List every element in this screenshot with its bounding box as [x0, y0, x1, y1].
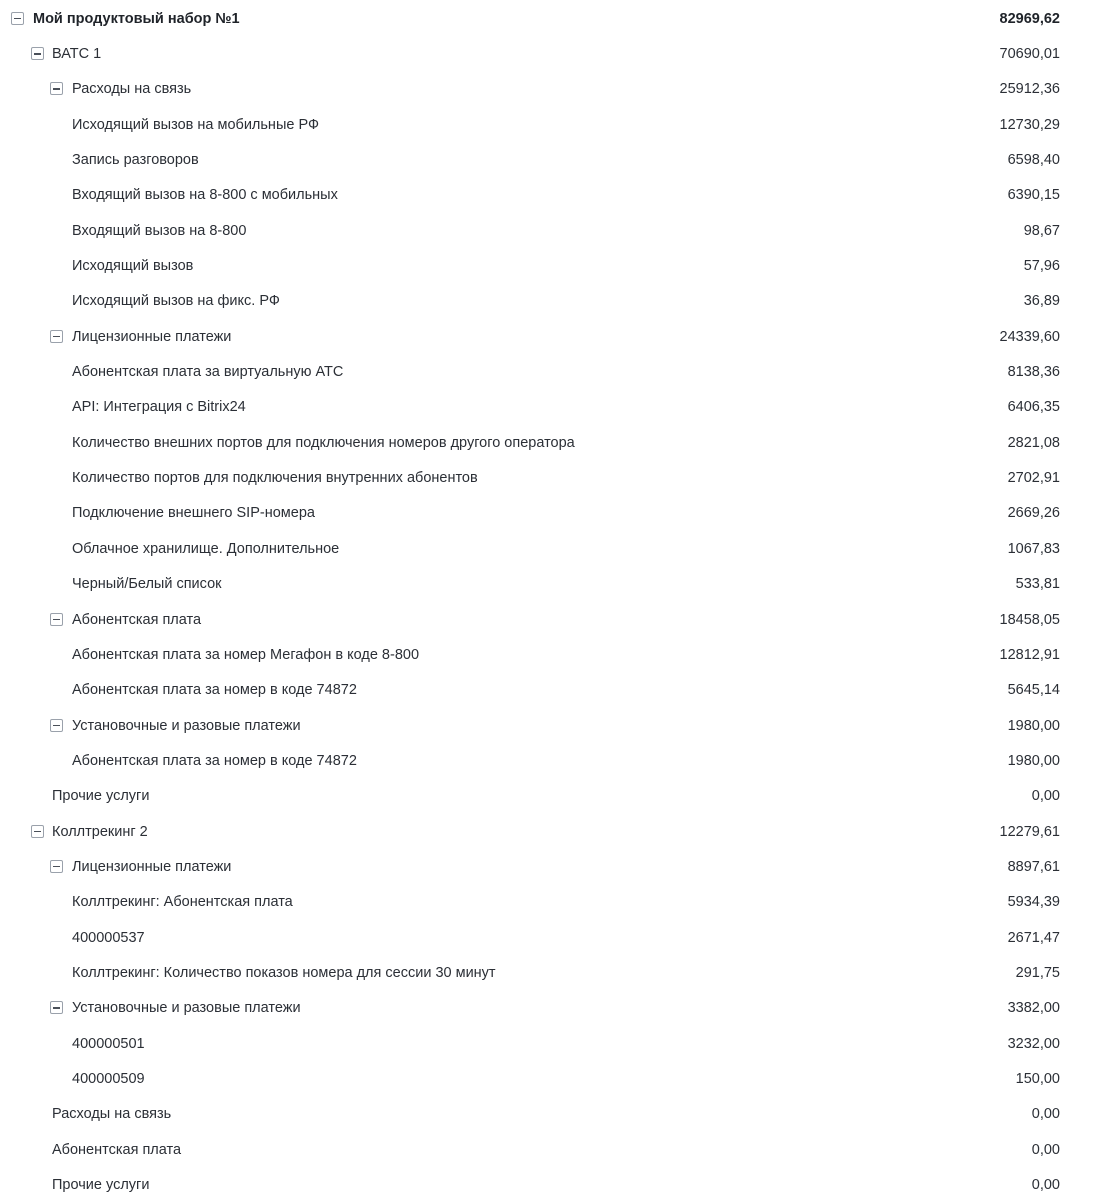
- row-amount: 0,00: [1031, 788, 1060, 805]
- row-label: Подключение внешнего SIP-номера: [72, 505, 315, 522]
- tree-item-row: [0, 425, 1097, 460]
- row-label: Облачное хранилище. Дополнительное: [72, 540, 340, 557]
- row-amount: 36,89: [1023, 293, 1060, 310]
- row-label: Запись разговоров: [72, 152, 199, 169]
- row-label: Абонентская плата: [52, 1141, 182, 1158]
- row-amount: 98,67: [1023, 222, 1060, 239]
- tree-item-row: [0, 460, 1097, 495]
- row-amount: 2821,08: [1007, 434, 1060, 451]
- tree-group-row[interactable]: [0, 602, 1097, 637]
- tree-item-row: [0, 1167, 1097, 1200]
- tree-item-row: [0, 920, 1097, 955]
- row-label: Абонентская плата за номер в коде 74872: [72, 682, 357, 699]
- collapse-icon[interactable]: [50, 330, 63, 343]
- tree-item-row: [0, 743, 1097, 778]
- row-label: Количество внешних портов для подключения номеров другого оператора: [72, 434, 575, 451]
- row-label: Мой продуктовый набор №1: [33, 10, 240, 27]
- row-amount: 3382,00: [1007, 1000, 1060, 1017]
- tree-item-row: [0, 673, 1097, 708]
- row-amount: 57,96: [1023, 258, 1060, 275]
- tree-item-row: [0, 390, 1097, 425]
- row-amount: 25912,36: [999, 81, 1060, 98]
- row-label: Черный/Белый список: [72, 576, 222, 593]
- tree-item-row: [0, 1026, 1097, 1061]
- row-label: ВАТС 1: [52, 46, 102, 63]
- tree-item-row: [0, 284, 1097, 319]
- row-amount: 0,00: [1031, 1106, 1060, 1123]
- row-label: Исходящий вызов: [72, 258, 194, 275]
- row-label: Абонентская плата за виртуальную АТС: [72, 364, 344, 381]
- row-amount: 291,75: [1015, 964, 1060, 981]
- row-label: Прочие услуги: [52, 1177, 150, 1194]
- row-amount: 8138,36: [1007, 364, 1060, 381]
- row-amount: 6406,35: [1007, 399, 1060, 416]
- row-label: 400000537: [72, 929, 145, 946]
- tree-item-row: [0, 248, 1097, 283]
- row-amount: 2702,91: [1007, 470, 1060, 487]
- collapse-icon[interactable]: [11, 12, 24, 25]
- row-amount: 3232,00: [1007, 1035, 1060, 1052]
- row-label: Абонентская плата: [72, 611, 202, 628]
- row-label: Исходящий вызов на мобильные РФ: [72, 116, 319, 133]
- row-amount: 12279,61: [999, 823, 1060, 840]
- tree-item-row: [0, 531, 1097, 566]
- tree-group-row[interactable]: [0, 319, 1097, 354]
- tree-item-row: [0, 142, 1097, 177]
- row-amount: 5934,39: [1007, 894, 1060, 911]
- tree-item-row: [0, 1132, 1097, 1167]
- row-amount: 70690,01: [999, 46, 1060, 63]
- row-label: Расходы на связь: [72, 81, 192, 98]
- row-label: Абонентская плата за номер в коде 74872: [72, 752, 357, 769]
- tree-item-row: [0, 354, 1097, 389]
- row-amount: 0,00: [1031, 1141, 1060, 1158]
- tree-item-row: [0, 567, 1097, 602]
- collapse-icon[interactable]: [31, 47, 44, 60]
- row-amount: 1980,00: [1007, 717, 1060, 734]
- collapse-icon[interactable]: [50, 613, 63, 626]
- row-label: Коллтрекинг 2: [52, 823, 148, 840]
- row-amount: 533,81: [1015, 576, 1060, 593]
- row-amount: 5645,14: [1007, 682, 1060, 699]
- collapse-icon[interactable]: [50, 1001, 63, 1014]
- tree-group-row[interactable]: [0, 708, 1097, 743]
- row-amount: 6390,15: [1007, 187, 1060, 204]
- tree-group-row[interactable]: [0, 36, 1097, 71]
- row-label: Коллтрекинг: Количество показов номера для сессии 30 минут: [72, 964, 496, 981]
- row-label: Исходящий вызов на фикс. РФ: [72, 293, 280, 310]
- tree-item-row: [0, 213, 1097, 248]
- row-amount: 0,00: [1031, 1177, 1060, 1194]
- row-amount: 1067,83: [1007, 540, 1060, 557]
- row-label: Лицензионные платежи: [72, 858, 232, 875]
- row-label: Расходы на связь: [52, 1106, 172, 1123]
- row-label: Входящий вызов на 8-800 с мобильных: [72, 187, 338, 204]
- tree-item-row: [0, 885, 1097, 920]
- collapse-icon[interactable]: [50, 719, 63, 732]
- row-label: Абонентская плата за номер Мегафон в коде 8-800: [72, 646, 420, 663]
- tree-item-row: [0, 178, 1097, 213]
- collapse-icon[interactable]: [31, 825, 44, 838]
- row-label: 400000501: [72, 1035, 145, 1052]
- row-amount: 18458,05: [999, 611, 1060, 628]
- tree-item-row: [0, 107, 1097, 142]
- tree-item-row: [0, 779, 1097, 814]
- row-label: Прочие услуги: [52, 788, 150, 805]
- row-label: Коллтрекинг: Абонентская плата: [72, 894, 293, 911]
- row-label: Входящий вызов на 8-800: [72, 222, 247, 239]
- collapse-icon[interactable]: [50, 82, 63, 95]
- row-amount: 6598,40: [1007, 152, 1060, 169]
- tree-group-row[interactable]: [0, 1, 1097, 36]
- row-label: Установочные и разовые платежи: [72, 717, 301, 734]
- tree-group-row[interactable]: [0, 849, 1097, 884]
- row-label: Количество портов для подключения внутренних абонентов: [72, 470, 478, 487]
- row-label: Установочные и разовые платежи: [72, 1000, 301, 1017]
- tree-group-row[interactable]: [0, 991, 1097, 1026]
- row-amount: 24339,60: [999, 328, 1060, 345]
- row-label: API: Интеграция с Bitrix24: [72, 399, 246, 416]
- tree-item-row: [0, 496, 1097, 531]
- tree-item-row: [0, 955, 1097, 990]
- row-label: Лицензионные платежи: [72, 328, 232, 345]
- row-amount: 150,00: [1015, 1070, 1060, 1087]
- row-label: 400000509: [72, 1070, 145, 1087]
- tree-group-row[interactable]: [0, 814, 1097, 849]
- row-amount: 12730,29: [999, 116, 1060, 133]
- row-amount: 1980,00: [1007, 752, 1060, 769]
- tree-item-row: [0, 637, 1097, 672]
- tree-item-row: [0, 1097, 1097, 1132]
- tree-item-row: [0, 1061, 1097, 1096]
- row-amount: 8897,61: [1007, 858, 1060, 875]
- collapse-icon[interactable]: [50, 860, 63, 873]
- row-amount: 2669,26: [1007, 505, 1060, 522]
- row-amount: 2671,47: [1007, 929, 1060, 946]
- tree-group-row[interactable]: [0, 72, 1097, 107]
- row-amount: 82969,62: [999, 10, 1060, 27]
- row-amount: 12812,91: [999, 646, 1060, 663]
